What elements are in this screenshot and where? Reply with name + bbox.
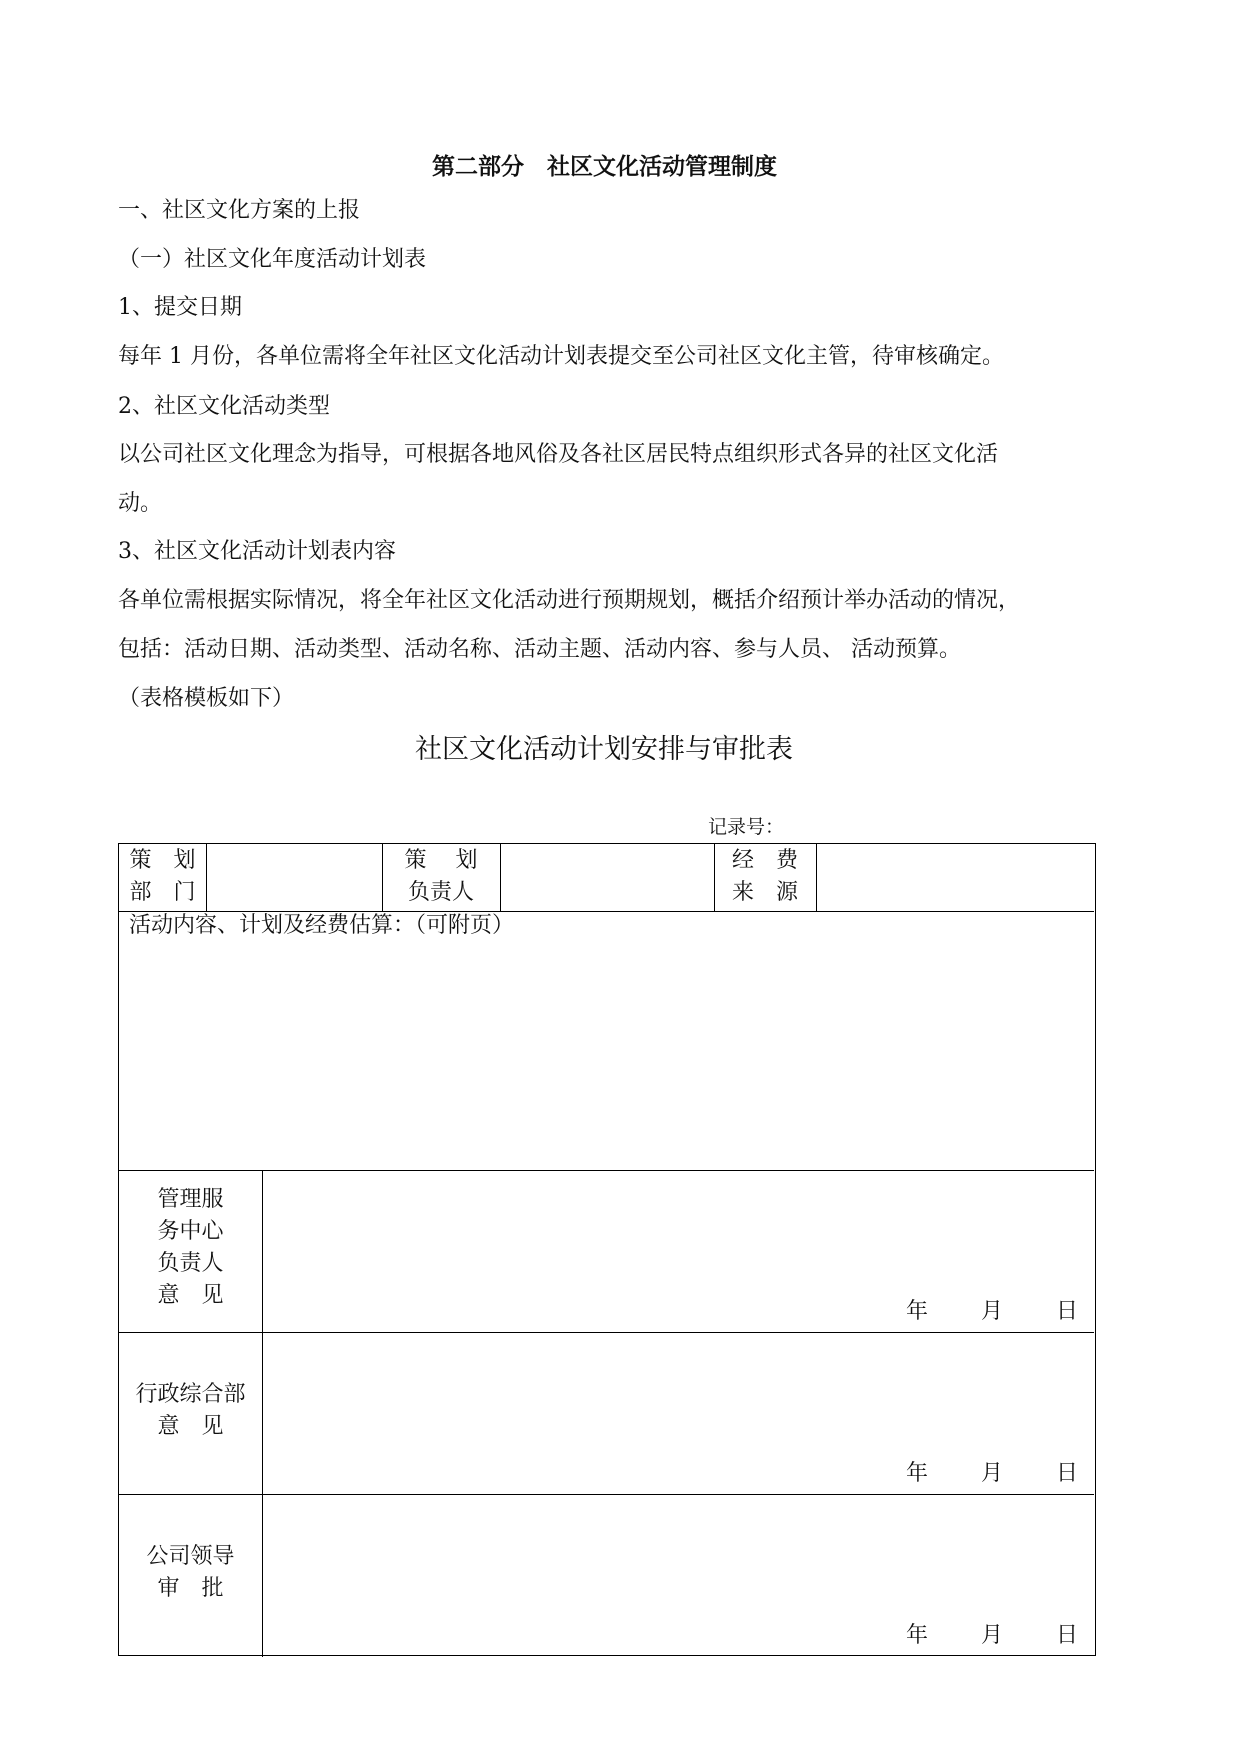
- planning-dept-label: 策 划 部 门: [129, 848, 196, 905]
- admin-dept-opinion-label: 行政综合部 意 见: [135, 1382, 246, 1439]
- planning-owner-label: 策 划 负责人: [404, 848, 478, 905]
- item-heading: 2、社区文化活动类型: [118, 394, 330, 419]
- date-month: 月: [981, 1623, 1004, 1648]
- date-month: 月: [981, 1461, 1004, 1486]
- activity-content-field[interactable]: [119, 944, 1094, 1170]
- paragraph: 动。: [118, 491, 163, 516]
- paragraph: 包括：活动日期、活动类型、活动名称、活动主题、活动内容、参与人员、 活动预算。: [118, 637, 961, 662]
- admin-dept-opinion-field[interactable]: [264, 1334, 1093, 1492]
- approval-form-table: [118, 843, 1096, 1656]
- subsection-heading: （一）社区文化年度活动计划表: [118, 247, 427, 272]
- item-heading: 3、社区文化活动计划表内容: [118, 539, 396, 564]
- planning-owner-field[interactable]: [501, 844, 713, 910]
- date-year: 年: [906, 1461, 929, 1486]
- section-heading: 一、社区文化方案的上报: [118, 198, 361, 223]
- funding-source-label: 经 费 来 源: [731, 848, 798, 905]
- paragraph: 各单位需根据实际情况，将全年社区文化活动进行预期规划，概括介绍预计举办活动的情况，: [118, 588, 1021, 613]
- date-year: 年: [906, 1299, 929, 1324]
- date-day: 日: [1056, 1623, 1079, 1648]
- activity-content-label: 活动内容、计划及经费估算：（可附页）: [129, 913, 515, 938]
- date-day: 日: [1056, 1299, 1079, 1324]
- service-center-opinion-label: 管理服 务中心 负责人 意 见: [157, 1187, 224, 1308]
- page-title: 第二部分 社区文化活动管理制度: [432, 153, 777, 180]
- record-number-label: 记录号：: [708, 816, 785, 838]
- leadership-approval-field[interactable]: [264, 1496, 1093, 1654]
- funding-source-field[interactable]: [817, 844, 1093, 910]
- paragraph: （表格模板如下）: [118, 686, 295, 711]
- item-heading: 1、提交日期: [118, 295, 242, 320]
- date-year: 年: [906, 1623, 929, 1648]
- date-month: 月: [981, 1299, 1004, 1324]
- paragraph: 每年 1 月份，各单位需将全年社区文化活动计划表提交至公司社区文化主管，待审核确定。: [118, 344, 1004, 369]
- service-center-opinion-field[interactable]: [264, 1172, 1093, 1330]
- leadership-approval-label: 公司领导 审 批: [146, 1544, 235, 1601]
- form-title: 社区文化活动计划安排与审批表: [415, 734, 793, 765]
- paragraph: 以公司社区文化理念为指导，可根据各地风俗及各社区居民特点组织形式各异的社区文化活: [118, 442, 999, 467]
- planning-dept-field[interactable]: [207, 844, 381, 910]
- date-day: 日: [1056, 1461, 1079, 1486]
